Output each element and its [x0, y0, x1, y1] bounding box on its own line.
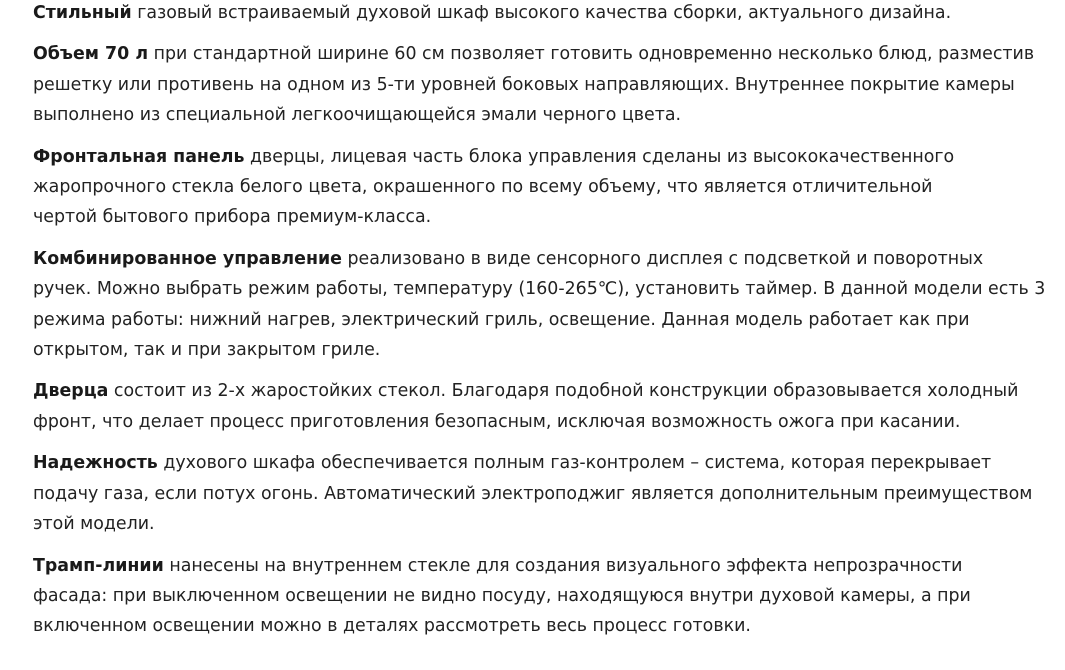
product-description	[33, 0, 1058, 653]
paragraph-line	[33, 39, 1058, 69]
paragraph-text: состоит из 2-х жаростойких стекол. Благодаря подобной конструкции образовывается холодный	[108, 381, 1019, 402]
paragraph-reliability	[33, 448, 1058, 539]
paragraph-volume	[33, 39, 1058, 130]
paragraph-text: дверцы, лицевая часть блока управления сделаны из высококачественного	[244, 146, 955, 167]
paragraph-line: ручек. Можно выбрать режим работы, температуру (160-265℃), установить таймер. В данной модели есть 3	[33, 279, 1046, 300]
paragraph-text: нанесены на внутреннем стекле для создания визуального эффекта непрозрачности	[163, 555, 963, 576]
paragraph-line: фронт, что делает процесс приготовления безопасным, исключая возможность ожога при касании.	[33, 411, 961, 432]
paragraph-text: духового шкафа обеспечивается полным газ-контролем – система, которая перекрывает	[157, 453, 992, 474]
paragraph-lead: Трамп-линии	[33, 555, 164, 576]
paragraph-line: этой модели.	[33, 514, 155, 535]
paragraph-line	[33, 142, 1058, 172]
paragraph-controls	[33, 244, 1058, 366]
paragraph-style	[33, 0, 1058, 28]
paragraph-line	[33, 551, 1058, 581]
paragraph-text: газовый встраиваемый духовой шкаф высокого качества сборки, актуального дизайна.	[131, 3, 952, 23]
paragraph-lead: Объем 70 л	[33, 44, 149, 65]
paragraph-line: выполнено из специальной легкоочищающейся эмали черного цвета.	[33, 105, 682, 126]
paragraph-line	[33, 244, 1058, 274]
paragraph-line: чертой бытового прибора премиум-класса.	[33, 207, 432, 228]
paragraph-line	[33, 0, 1058, 28]
paragraph-lead: Дверца	[33, 381, 109, 402]
paragraph-text: при стандартной ширине 60 см позволяет готовить одновременно несколько блюд, разместив	[148, 44, 1035, 65]
paragraph-line	[33, 376, 1058, 406]
paragraph-tramp-lines	[33, 551, 1058, 642]
paragraph-lead: Фронтальная панель	[33, 146, 245, 167]
paragraph-line: открытом, так и при закрытом гриле.	[33, 340, 381, 361]
paragraph-front-panel	[33, 142, 1058, 233]
paragraph-line: решетку или противень на одном из 5-ти уровней боковых направляющих. Внутреннее покрытие камеры	[33, 74, 1015, 95]
paragraph-lead: Надежность	[33, 453, 158, 474]
paragraph-line: подачу газа, если потух огонь. Автоматический электроподжиг является дополнительным преимуществом	[33, 483, 1033, 504]
paragraph-line: включенном освещении можно в деталях рассмотреть весь процесс готовки.	[33, 616, 751, 637]
paragraph-line: жаропрочного стекла белого цвета, окрашенного по всему объему, что является отличительной	[33, 177, 933, 198]
paragraph-line: фасада: при выключенном освещении не видно посуду, находящуюся внутри духовой камеры, а при	[33, 585, 971, 606]
paragraph-door	[33, 376, 1058, 437]
paragraph-text: реализовано в виде сенсорного дисплея с подсветкой и поворотных	[341, 248, 984, 269]
paragraph-lead: Комбинированное управление	[33, 248, 342, 269]
paragraph-line: режима работы: нижний нагрев, электрический гриль, освещение. Данная модель работает как при	[33, 309, 970, 330]
paragraph-line	[33, 448, 1058, 478]
paragraph-lead: Стильный	[33, 3, 132, 23]
